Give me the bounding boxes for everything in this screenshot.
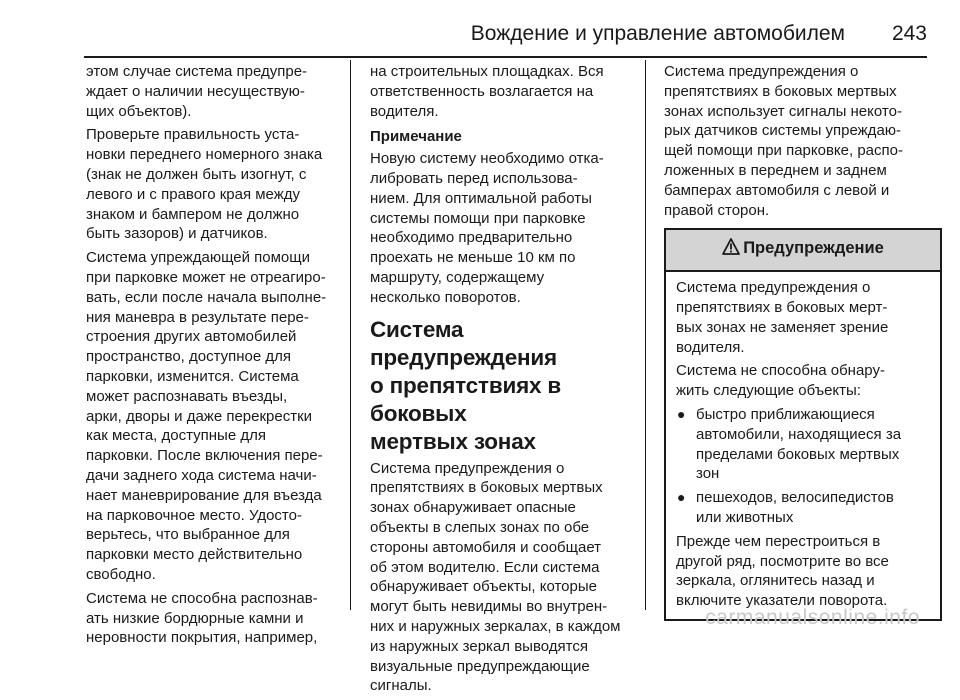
paragraph: Система предупреждения о препятствиях в боковых мерт- вых зонах не заменяет зрение водителя. [676, 279, 889, 356]
section-heading: Система предупреждения о препятствиях в боковых мертвых зонах [370, 316, 562, 454]
column-2 [370, 62, 650, 700]
note-title: Примечание [370, 128, 462, 146]
warning-title: Предупреждение [743, 239, 884, 258]
note-text: Новую систему необходимо отка- либровать перед использова- нием. Для оптимальной работы системы помощи при парковке необходимо предварительно проехать не меньше 10 км по маршруту, содержащему несколько поворотов. [370, 150, 604, 306]
warning-body [666, 272, 940, 619]
header-divider [84, 56, 927, 58]
column-3 [664, 62, 944, 621]
list-item-text: пешеходов, велосипедистов или животных [696, 489, 894, 526]
list-item [676, 405, 930, 484]
paragraph: Система не способна распознав- ать низкие бордюрные камни и неровности покрытия, например, [86, 589, 318, 647]
warning-header [666, 230, 940, 272]
list-item-text: быстро приближающиеся автомобили, находящиеся за пределами боковых мертвых зон [696, 405, 902, 483]
list-item [676, 488, 930, 528]
paragraph: Прежде чем перестроиться в другой ряд, посмотрите во все зеркала, оглянитесь назад и включите указатели поворота. [676, 532, 889, 610]
paragraph: Система не способна обнару- жить следующие объекты: [676, 362, 885, 400]
page-number: 243 [891, 22, 927, 45]
bullet-list [676, 405, 930, 528]
warning-triangle-icon [722, 238, 740, 261]
paragraph: Проверьте правильность уста- новки переднего номерного знака (знак не должен быть изогнут, с левого и с правого края между знаком и бампером не должно быть зазоров) и датчиков. [86, 126, 323, 243]
column-1 [86, 62, 366, 652]
paragraph: на строительных площадках. Вся ответственность возлагается на водителя. [370, 63, 604, 120]
paragraph: Система упреждающей помощи при парковке может не отреагиро- вать, если после начала выполне- ния маневра в результате пере- строения других автомобилей пространство, доступное для парковки, изменится. Система может распознавать въезды, арки, дворы и даже перекрестки как места, доступные для парковки. После включения пере- дачи заднего хода система начи- нает маневрирование для въезда на парковочное место. Удосто- верьтесь, что выбранное для парковки место действительно свободно. [86, 249, 327, 583]
warning-box [664, 228, 942, 621]
watermark: carmanualsonline.info [705, 606, 920, 629]
paragraph: Система предупреждения о препятствиях в боковых мертвых зонах обнаруживает опасные объекты в слепых зонах по обе стороны автомобиля и сообщает об этом водителю. Если система обнаруживает объекты, которые могут быть невидимы во внутрен- них и наружных зеркалах, в каждом из наружных зеркал выводятся визуальные предупреждающие сигналы. [370, 459, 621, 695]
page-title: Вождение и управление автомобилем [470, 22, 845, 45]
paragraph: этом случае система предупре- ждает о наличии несуществую- щих объектов). [86, 63, 308, 120]
bullet-icon: ● [677, 489, 686, 506]
bullet-icon: ● [677, 405, 686, 422]
paragraph: Система предупреждения о препятствиях в боковых мертвых зонах использует сигналы некото- рых датчиков системы упреждаю- щей помощи при парковке, распо- ложенных в переднем и заднем бамперах автомобиля с левой и правой сторон. [664, 63, 903, 219]
